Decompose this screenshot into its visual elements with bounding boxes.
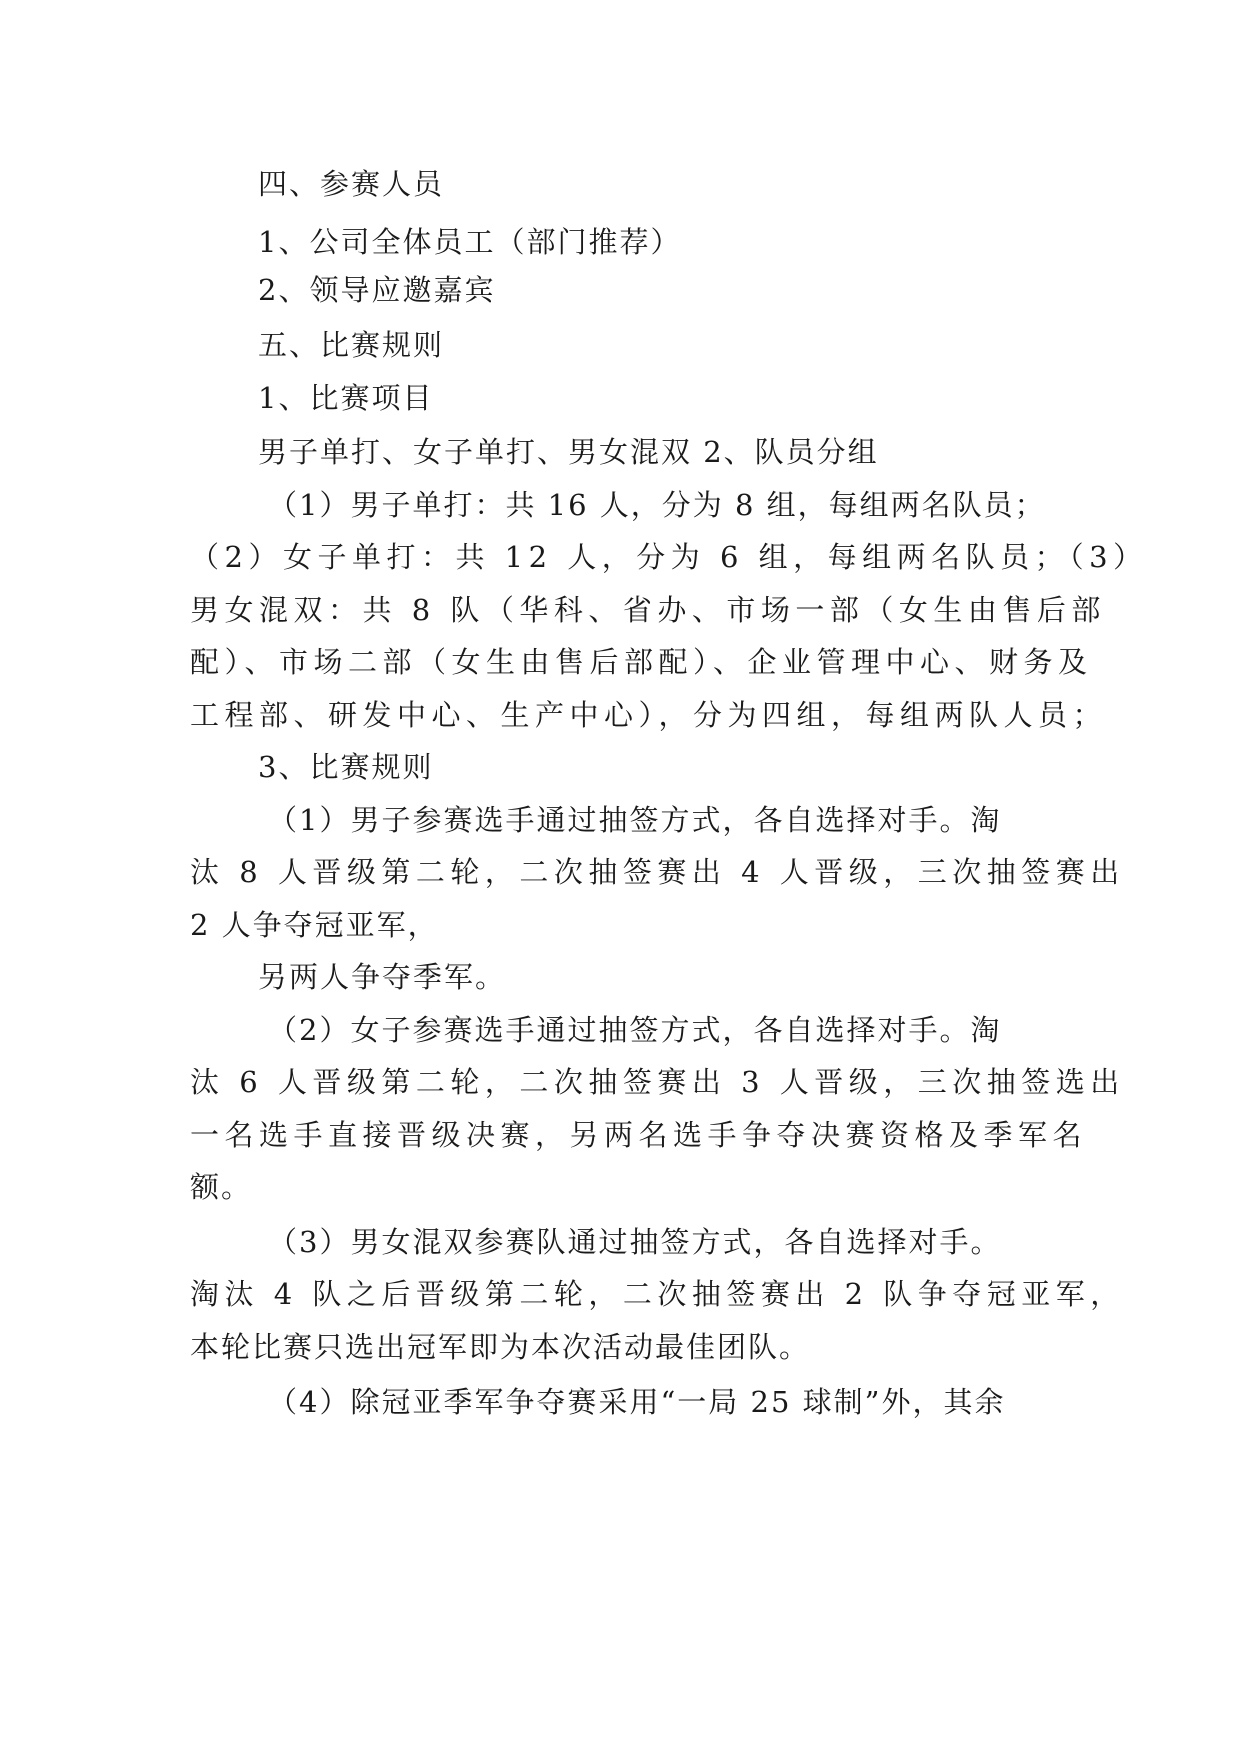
paragraph-line: 另两人争夺季军。 xyxy=(258,960,507,994)
paragraph-line: 淘汰 4 队之后晋级第二轮，二次抽签赛出 2 队争夺冠亚军， xyxy=(190,1277,1125,1311)
subheading-events: 1、比赛项目 xyxy=(258,381,434,415)
paragraph-line: 男女混双：共 8 队（华科、省办、市场一部（女生由售后部 xyxy=(190,593,1106,627)
paragraph-line: 2 人争夺冠亚军， xyxy=(190,908,439,942)
subheading-match-rules: 3、比赛规则 xyxy=(258,750,434,784)
paragraph-line: 1、公司全体员工（部门推荐） xyxy=(258,225,682,259)
paragraph-line: 男子单打、女子单打、男女混双 2、队员分组 xyxy=(258,435,879,469)
paragraph-line: （1）男子单打：共 16 人，分为 8 组，每组两名队员； xyxy=(268,488,1046,522)
paragraph-line: （3）男女混双参赛队通过抽签方式，各自选择对手。 xyxy=(268,1225,1002,1259)
section-heading-participants: 四、参赛人员 xyxy=(258,167,445,201)
paragraph-line: 配）、市场二部（女生由售后部配）、企业管理中心、财务及 xyxy=(190,645,1093,679)
paragraph-line: 2、领导应邀嘉宾 xyxy=(258,273,496,307)
paragraph-line: （1）男子参赛选手通过抽签方式，各自选择对手。淘 xyxy=(268,803,1002,837)
paragraph-line: （4）除冠亚季军争夺赛采用“一局 25 球制”外，其余 xyxy=(268,1385,1006,1419)
paragraph-line: 额。 xyxy=(190,1170,253,1204)
paragraph-line: （2）女子参赛选手通过抽签方式，各自选择对手。淘 xyxy=(268,1013,1002,1047)
paragraph-line: 汰 8 人晋级第二轮，二次抽签赛出 4 人晋级，三次抽签赛出 xyxy=(190,855,1125,889)
paragraph-line: 一名选手直接晋级决赛，另两名选手争夺决赛资格及季军名 xyxy=(190,1118,1088,1152)
paragraph-line: 本轮比赛只选出冠军即为本次活动最佳团队。 xyxy=(190,1330,811,1364)
paragraph-line: 工程部、研发中心、生产中心），分为四组，每组两队人员； xyxy=(190,698,1108,732)
paragraph-line: 汰 6 人晋级第二轮，二次抽签赛出 3 人晋级，三次抽签选出 xyxy=(190,1065,1125,1099)
section-heading-rules: 五、比赛规则 xyxy=(258,328,445,362)
paragraph-line: （2）女子单打：共 12 人，分为 6 组，每组两名队员；（3） xyxy=(190,540,1148,574)
